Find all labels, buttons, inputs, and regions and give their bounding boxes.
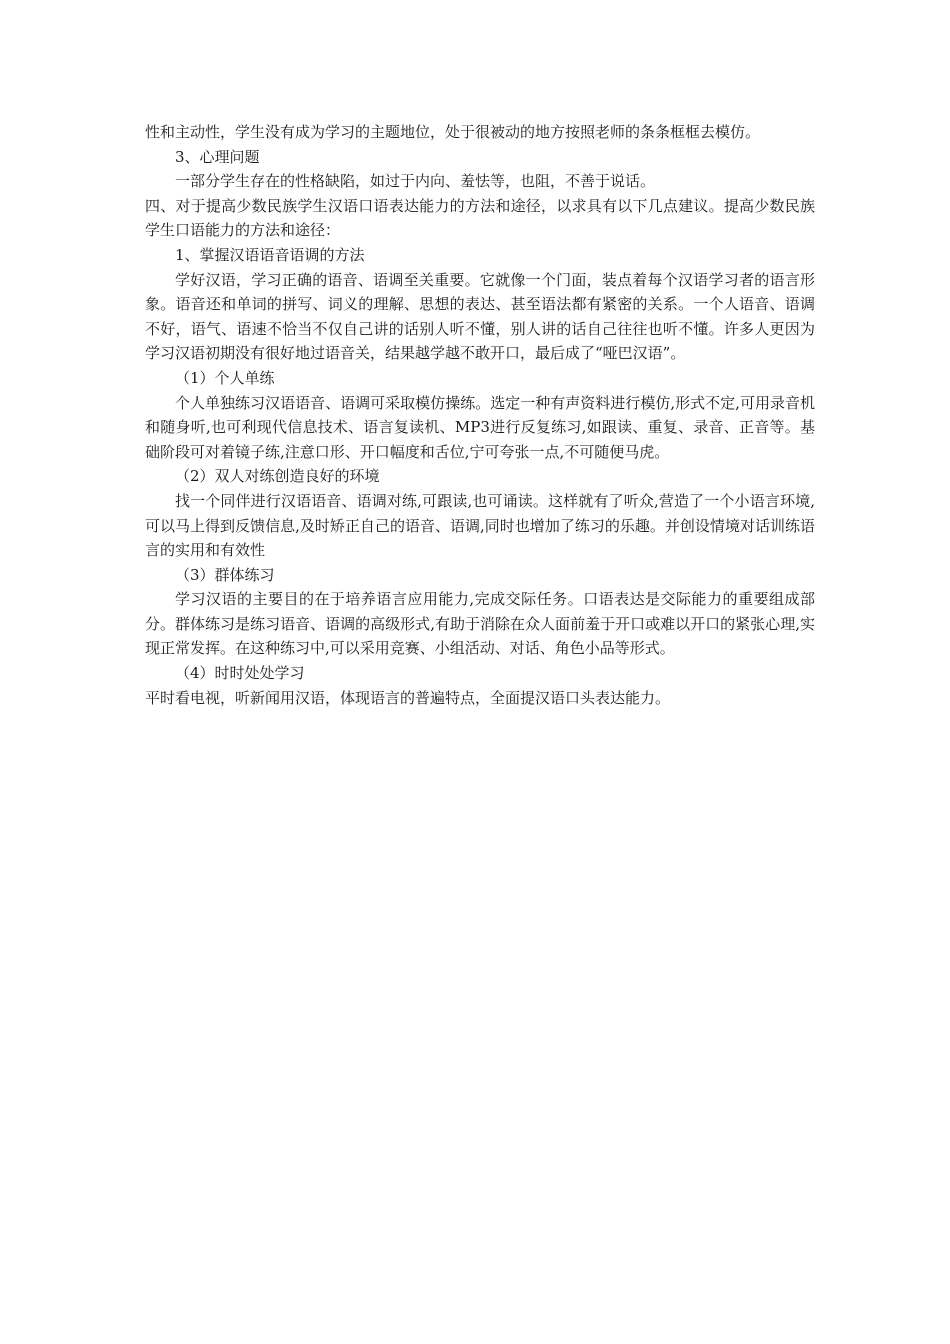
paragraph-3: 一部分学生存在的性格缺陷，如过于内向、羞怯等，也阻，不善于说话。 xyxy=(175,172,656,191)
subheading-1: （1）个人单练 xyxy=(175,368,275,387)
paragraph-14: 平时看电视，听新闻用汉语，体现语言的普遍特点，全面提汉语口头表达能力。 xyxy=(145,688,671,707)
paragraph-1: 性和主动性，学生没有成为学习的主题地位，处于很被动的地方按照老师的条条框框去模仿。 xyxy=(145,123,761,141)
subheading-3: （3）群体练习 xyxy=(175,565,275,584)
heading-psychology: 3、心理问题 xyxy=(175,147,260,166)
paragraph-10: 找一个同伴进行汉语语音、语调对练,可跟读,也可诵读。这样就有了听众,营造了一个小语言环境,可以马上得到反馈信息,及时矫正自己的语音、语调,同时也增加了练习的乐趣。并创设情境对话训练语言的实用和有效性 xyxy=(145,491,815,560)
section-heading-4: 四、对于提高少数民族学生汉语口语表达能力的方法和途径，以求具有以下几点建议。提高少数民族学生口语能力的方法和途径： xyxy=(145,196,815,240)
subheading-2: （2）双人对练创造良好的环境 xyxy=(175,467,380,486)
heading-method-1: 1、掌握汉语语音语调的方法 xyxy=(175,245,365,264)
paragraph-6: 学好汉语，学习正确的语音、语调至关重要。它就像一个门面，装点着每个汉语学习者的语言形象。语音还和单词的拼写、词义的理解、思想的表达、甚至语法都有紧密的关系。一个人语音、语调不好，语气、语速不恰当不仅自己讲的话别人听不懂，别人讲的话自己往往也听不懂。许多人更因为学习汉语初期没有很好地过语音关，结果越学越不敢开口，最后成了“哑巴汉语”。 xyxy=(145,270,815,363)
paragraph-8: 个人单独练习汉语语音、语调可采取模仿操练。选定一种有声资料进行模仿,形式不定,可用录音机和随身听,也可利现代信息技术、语言复读机、MP3进行反复练习,如跟读、重复、录音、正音等。基础阶段可对着镜子练,注意口形、开口幅度和舌位,宁可夸张一点,不可随便马虎。 xyxy=(145,393,815,461)
document-body xyxy=(145,120,815,710)
paragraph-12: 学习汉语的主要目的在于培养语言应用能力,完成交际任务。口语表达是交际能力的重要组成部分。群体练习是练习语音、语调的高级形式,有助于消除在众人面前羞于开口或难以开口的紧张心理,实现正常发挥。在这种练习中,可以采用竞赛、小组活动、对话、角色小品等形式。 xyxy=(145,590,815,658)
subheading-4: （4）时时处处学习 xyxy=(175,664,305,683)
